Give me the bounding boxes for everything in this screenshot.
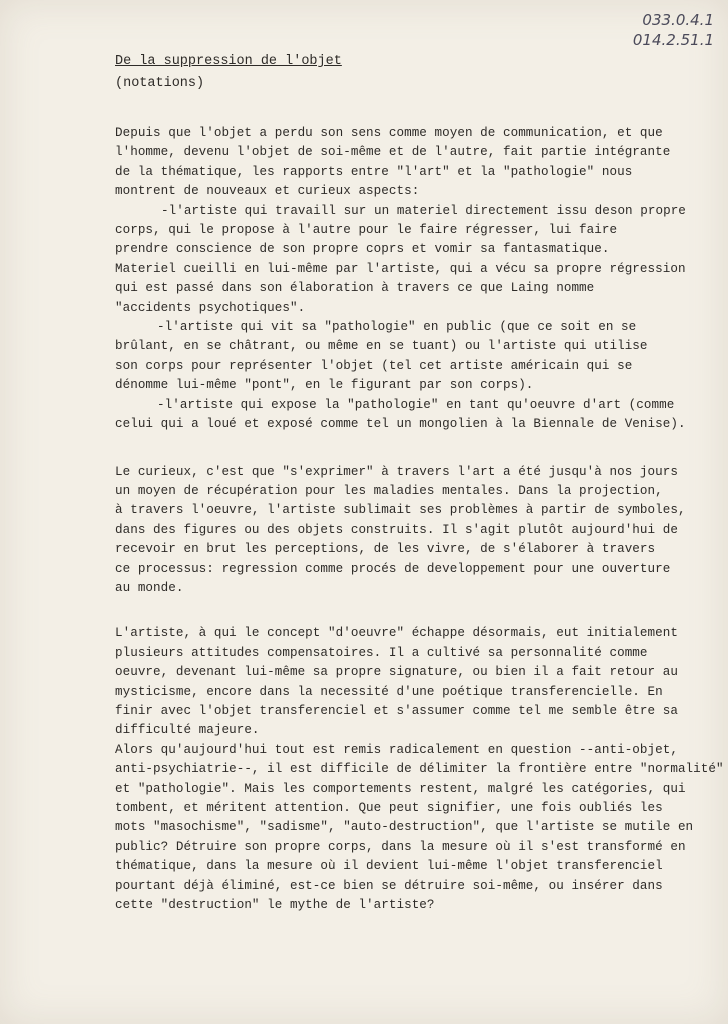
text-line: prendre conscience de son propre coprs et vomir sa fantasmatique.: [115, 242, 610, 257]
text-line: corps, qui le propose à l'autre pour le faire régresser, lui faire: [115, 223, 618, 238]
text-line: pourtant déjà éliminé, est-ce bien se détruire soi-même, ou insérer dans: [115, 878, 663, 893]
paragraph-2: [115, 463, 715, 599]
text-line: brûlant, en se châtrant, ou même en se tuant) ou l'artiste qui utilise: [115, 339, 648, 354]
text-line: tombent, et méritent attention. Que peut signifier, une fois oubliés les: [115, 801, 663, 815]
text-line: -l'artiste qui travaill sur un materiel directement issu deson propre: [161, 203, 686, 218]
text-line: public? Détruire son propre corps, dans la mesure où il s'est transformé en: [115, 839, 686, 854]
text-line: l'homme, devenu l'objet de soi-même et de l'autre, fait partie intégrante: [115, 145, 671, 160]
text-line: ce processus: regression comme procés de developpement pour une ouverture: [115, 561, 671, 576]
text-line: thématique, dans la mesure où il devient lui-même l'objet transferenciel: [115, 859, 663, 874]
text-line: Alors qu'aujourd'hui tout est remis radicalement en question --anti-objet,: [115, 742, 678, 757]
text-line: un moyen de récupération pour les maladies mentales. Dans la projection,: [115, 483, 663, 498]
text-line: celui qui a loué et exposé comme tel un mongolien à la Biennale de Venise).: [115, 417, 686, 432]
text-line: -l'artiste qui vit sa "pathologie" en public (que ce soit en se: [157, 320, 637, 335]
text-line: au monde.: [115, 580, 184, 595]
paragraph-4: [115, 741, 724, 916]
text-line: difficulté majeure.: [115, 723, 260, 738]
paragraph-gap: [115, 435, 715, 463]
text-line: mysticisme, encore dans la necessité d'une poétique transferencielle. En: [115, 684, 663, 699]
text-line: -l'artiste qui expose la "pathologie" en tant qu'oeuvre d'art (comme: [157, 397, 675, 412]
text-line: plusieurs attitudes compensatoires. Il a cultivé sa personnalité comme: [115, 645, 648, 660]
text-line: et "pathologie". Mais les comportements restent, malgré les catégories, qui: [115, 781, 686, 796]
text-line: anti-psychiatrie--, il est difficile de délimiter la frontière entre "normalité": [115, 762, 724, 777]
text-line: cette "destruction" le mythe de l'artiste?: [115, 898, 435, 913]
reference-numbers: [633, 10, 714, 50]
text-line: dans des figures ou des objets construits. Il s'agit plutôt aujourd'hui de: [115, 522, 678, 537]
text-line: qui est passé dans son élaboration à travers ce que Laing nomme: [115, 281, 595, 296]
document-body: [115, 124, 724, 915]
document-title: De la suppression de l'objet: [115, 54, 342, 69]
text-line: mots "masochisme", "sadisme", "auto-destruction", que l'artiste se mutile en: [115, 820, 694, 835]
text-line: oeuvre, devenant lui-même sa propre signature, ou bien il a fait retour au: [115, 665, 678, 680]
text-line: Le curieux, c'est que "s'exprimer" à travers l'art a été jusqu'à nos jours: [115, 464, 678, 479]
reference-number: 014.2.51.1: [632, 31, 714, 49]
list-item-1: [115, 202, 715, 318]
list-item-2: [115, 318, 715, 396]
text-line: recevoir en brut les perceptions, de les vivre, de s'élaborer à travers: [115, 542, 656, 557]
reference-number: 033.0.4.1: [642, 11, 714, 29]
list-item-3: [115, 396, 715, 435]
text-line: à travers l'oeuvre, l'artiste sublimait ses problèmes à partir de symboles,: [115, 503, 686, 518]
text-line: "accidents psychotiques".: [115, 300, 306, 315]
text-line: L'artiste, à qui le concept "d'oeuvre" échappe désormais, eut initialement: [115, 626, 678, 641]
document-subtitle: (notations): [115, 76, 205, 91]
paragraph-3: [115, 624, 715, 740]
text-line: Depuis que l'objet a perdu son sens comme moyen de communication, et que: [115, 126, 663, 140]
text-line: montrent de nouveaux et curieux aspects:: [115, 184, 420, 199]
text-line: dénomme lui-même "pont", en le figurant par son corps).: [115, 378, 534, 393]
paragraph-gap: [115, 598, 715, 624]
paragraph-1: [115, 124, 715, 202]
text-line: Materiel cueilli en lui-même par l'artiste, qui a vécu sa propre régression: [115, 261, 686, 276]
text-line: finir avec l'objet transferenciel et s'assumer comme tel me semble être sa: [115, 703, 678, 718]
text-line: son corps pour représenter l'objet (tel cet artiste américain qui se: [115, 358, 633, 373]
text-line: de la thématique, les rapports entre "l'art" et la "pathologie" nous: [115, 164, 633, 179]
